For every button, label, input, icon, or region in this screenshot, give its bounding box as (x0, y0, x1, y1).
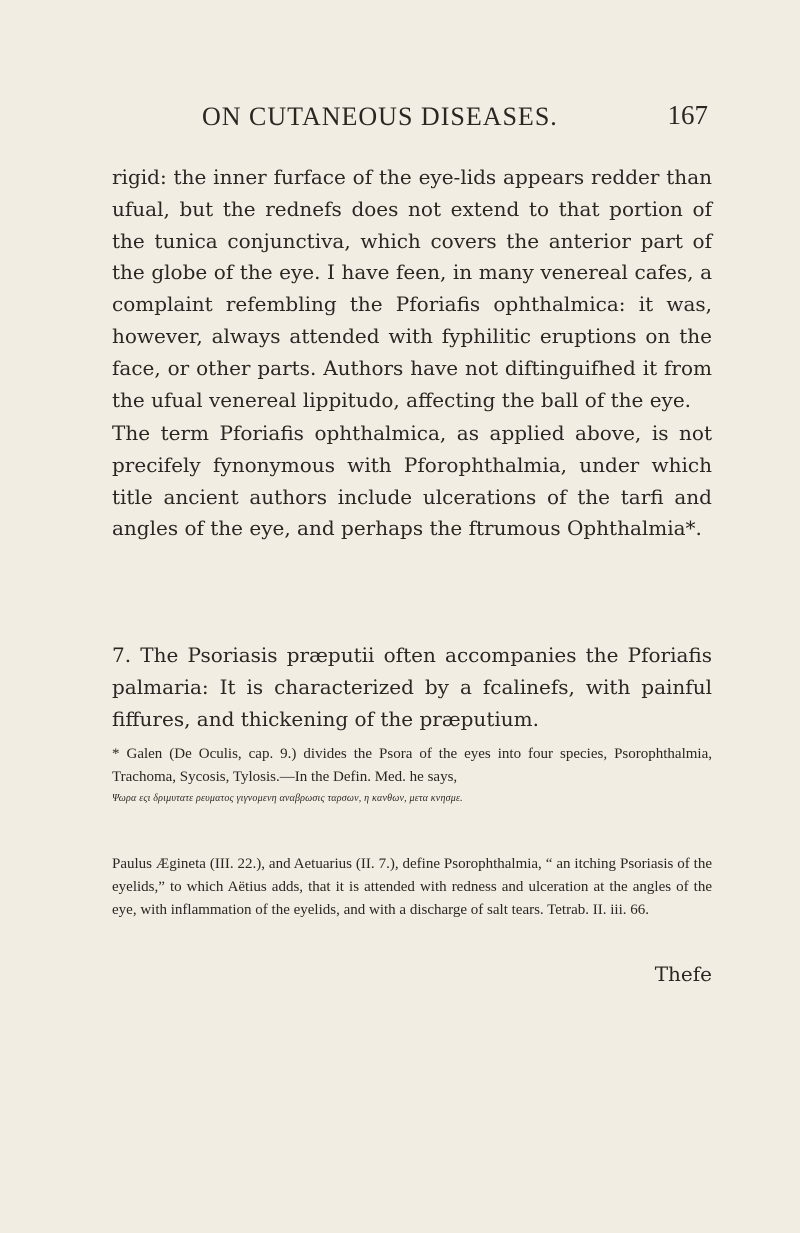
footnote-text: * Galen (De Oculis, cap. 9.) divides the Psora of the eyes into four species, Psorophthalmia, Trachoma, Sycosis, Tylosis.—In the Defin. Med. he says, (112, 746, 712, 786)
catchword: Thefe (654, 962, 712, 986)
paragraph: 7. The Psoriasis præputii often accompanies the Pforiafis palmaria: It is characterized by a fcalinefs, with painful fiffures, and thickening of the præputium. (112, 643, 712, 731)
greek-quotation: Ψωρα εςι δριμυτατε ρευματος γιγνομενη αναβρωσις ταρσων, η κανθων, μετα κνησμε. (112, 793, 463, 805)
running-title: ON CUTANEOUS DISEASES. (202, 102, 558, 131)
page-header (112, 94, 712, 134)
paragraph: The term Pforiafis ophthalmica, as applied above, is not precifely fynonymous with Pforophthalmia, under which title ancient authors include ulcerations of the tarfi and angles of the eye, and perhaps the ftrumous Ophthalmia*. (112, 421, 712, 541)
footnote (112, 743, 712, 809)
page-number: 167 (667, 100, 708, 130)
paragraph: rigid: the inner furface of the eye-lids appears redder than ufual, but the rednefs does not extend to that portion of the tunica conjunctiva, which covers the anterior part of the globe of the eye. I have feen, in many venereal cafes, a complaint refembling the Pforiafis ophthalmica: it was, however, always attended with fyphilitic eruptions on the face, or other parts. Authors have not diftinguifhed it from the ufual venereal lippitudo, affecting the ball of the eye. (112, 165, 712, 412)
footnote: Paulus Ægineta (III. 22.), and Aetuarius (II. 7.), define Psorophthalmia, “ an itching Psoriasis of the eyelids,” to which Aëtius adds, that it is attended with redness and ulceration at the angles of the eye, with inflammation of the eyelids, and with a discharge of salt tears. Tetrab. II. iii. 66. (112, 856, 712, 919)
